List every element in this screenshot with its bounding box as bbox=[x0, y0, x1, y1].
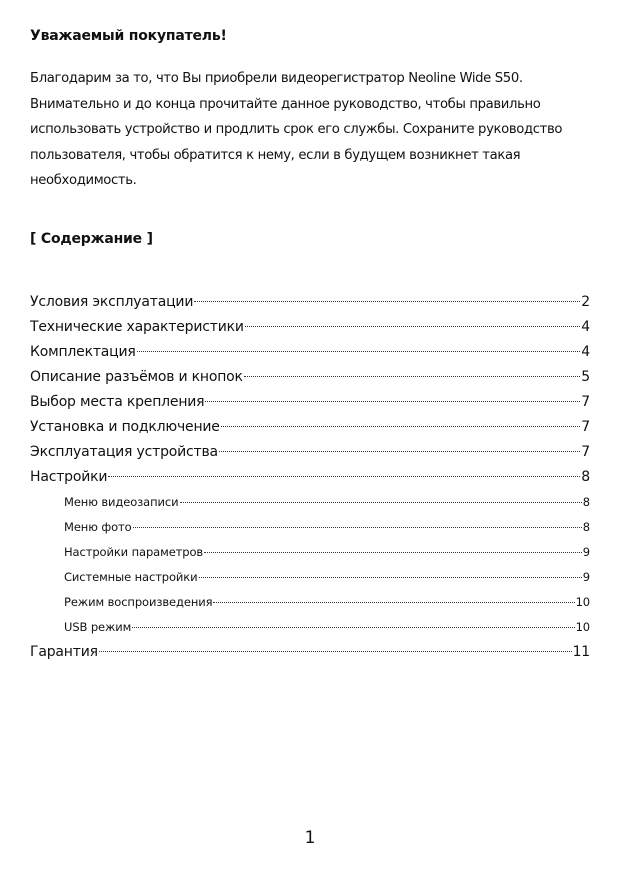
toc-dot-leader bbox=[194, 301, 580, 302]
toc-entry-connectors-buttons[interactable] bbox=[30, 365, 590, 390]
intro-line: Внимательно и до конца прочитайте данное руководство, чтобы правильно bbox=[30, 96, 541, 112]
intro-paragraph bbox=[30, 66, 590, 194]
toc-entry-page: 7 bbox=[581, 394, 590, 410]
toc-entry-title: Меню видеозаписи bbox=[64, 495, 179, 509]
intro-line: Благодарим за то, что Вы приобрели видеорегистратор Neoline Wide S50. bbox=[30, 71, 523, 86]
toc-dot-leader bbox=[133, 527, 582, 528]
toc-dot-leader bbox=[108, 476, 580, 477]
toc-entry-title: Условия эксплуатации bbox=[30, 294, 194, 310]
toc-entry-page: 9 bbox=[582, 570, 590, 584]
toc-entry-mounting-location[interactable] bbox=[30, 390, 590, 415]
toc-entry-title: Эксплуатация устройства bbox=[30, 444, 218, 460]
toc-entry-page: 8 bbox=[581, 469, 590, 485]
toc-entry-title: Системные настройки bbox=[64, 570, 198, 584]
toc-entry-page: 4 bbox=[581, 344, 590, 360]
toc-subentry-usb-mode[interactable] bbox=[30, 615, 590, 640]
toc-dot-leader bbox=[180, 502, 582, 503]
toc-entry-page: 7 bbox=[581, 419, 590, 435]
toc-entry-title: Выбор места крепления bbox=[30, 394, 205, 410]
toc-entry-page: 8 bbox=[582, 520, 590, 534]
intro-line: пользователя, чтобы обратится к нему, если в будущем возникнет такая bbox=[30, 147, 521, 163]
toc-subentry-parameter-settings[interactable] bbox=[30, 540, 590, 565]
page-number: 1 bbox=[304, 828, 316, 848]
toc-entry-package-contents[interactable] bbox=[30, 340, 590, 365]
toc-dot-leader bbox=[213, 602, 574, 603]
toc-dot-leader bbox=[219, 451, 580, 452]
toc-subentry-video-menu[interactable] bbox=[30, 490, 590, 515]
toc-entry-title: Меню фото bbox=[64, 520, 132, 534]
toc-entry-page: 2 bbox=[581, 294, 590, 310]
toc-dot-leader bbox=[137, 351, 581, 352]
toc-dot-leader bbox=[204, 552, 582, 553]
toc-entry-installation[interactable] bbox=[30, 415, 590, 440]
toc-entry-warranty[interactable] bbox=[30, 640, 590, 665]
toc-entry-page: 4 bbox=[581, 319, 590, 335]
toc-entry-page: 10 bbox=[575, 595, 590, 609]
toc-entry-operating-conditions[interactable] bbox=[30, 290, 590, 315]
toc-dot-leader bbox=[205, 401, 580, 402]
toc-heading: [ Содержание ] bbox=[30, 231, 153, 247]
toc-entry-title: Установка и подключение bbox=[30, 419, 220, 435]
toc-subentry-playback-mode[interactable] bbox=[30, 590, 590, 615]
toc-entry-title: Режим воспроизведения bbox=[64, 595, 213, 609]
toc-entry-device-operation[interactable] bbox=[30, 440, 590, 465]
toc-entry-page: 8 bbox=[582, 495, 590, 509]
toc-entry-title: Описание разъёмов и кнопок bbox=[30, 369, 243, 385]
toc-entry-page: 9 bbox=[582, 545, 590, 559]
toc-entry-title: USB режим bbox=[64, 620, 132, 634]
toc-entry-page: 5 bbox=[581, 369, 590, 385]
toc-entry-title: Настройки bbox=[30, 469, 108, 485]
table-of-contents bbox=[30, 290, 590, 665]
toc-subentry-photo-menu[interactable] bbox=[30, 515, 590, 540]
toc-entry-title: Технические характеристики bbox=[30, 319, 244, 335]
manual-page bbox=[30, 0, 590, 875]
toc-dot-leader bbox=[245, 326, 581, 327]
toc-dot-leader bbox=[99, 651, 572, 652]
intro-line: использовать устройство и продлить срок его службы. Сохраните руководство bbox=[30, 122, 563, 137]
toc-dot-leader bbox=[199, 577, 582, 578]
toc-entry-settings[interactable] bbox=[30, 465, 590, 490]
toc-entry-title: Настройки параметров bbox=[64, 545, 204, 559]
toc-dot-leader bbox=[132, 627, 574, 628]
toc-entry-specifications[interactable] bbox=[30, 315, 590, 340]
greeting-heading: Уважаемый покупатель! bbox=[30, 28, 227, 44]
toc-dot-leader bbox=[221, 426, 581, 427]
toc-entry-page: 7 bbox=[581, 444, 590, 460]
toc-entry-title: Комплектация bbox=[30, 344, 136, 360]
intro-line: необходимость. bbox=[30, 173, 137, 188]
toc-dot-leader bbox=[244, 376, 580, 377]
toc-entry-page: 10 bbox=[575, 620, 590, 634]
toc-entry-title: Гарантия bbox=[30, 644, 98, 660]
toc-subentry-system-settings[interactable] bbox=[30, 565, 590, 590]
toc-entry-page: 11 bbox=[572, 644, 590, 660]
